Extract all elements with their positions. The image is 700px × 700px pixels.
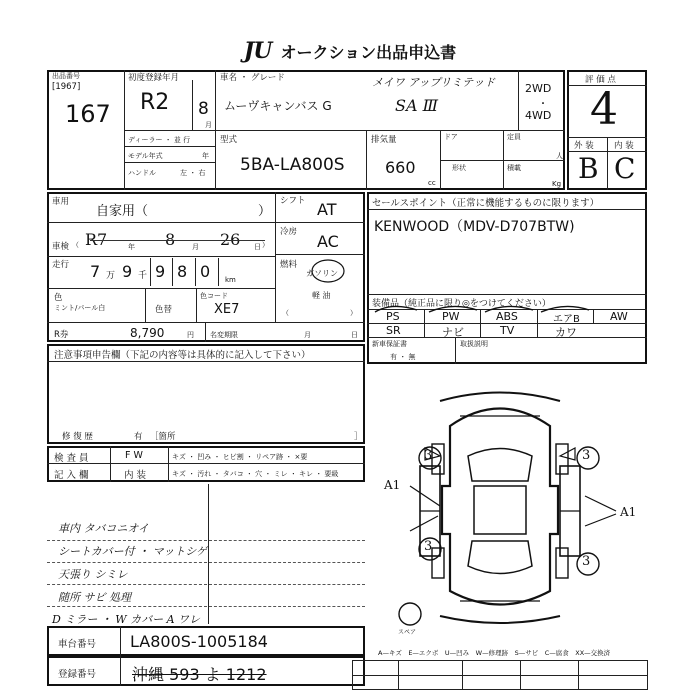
chassis-label: 車台番号 [58,639,97,650]
transfer-month: 月 [304,331,311,339]
rating-ext-label: 外 装 [574,141,594,151]
shift-label: シフト [280,196,306,206]
fuel-circle-icon [308,258,348,284]
hand-note-3: 天張り シミレ [58,568,128,581]
inspection-label: 車検 [52,242,70,252]
mileage-label: 走行 [52,260,70,270]
sales-point: KENWOOD（MDV-D707BTW) [374,219,575,235]
header [0,38,700,64]
rating-interior: C [614,152,636,185]
inspection-day-unit: 日 [254,243,261,251]
aircon-value: AC [317,232,339,251]
lot-year-code: [1967] [52,82,81,92]
equipment-navi: ナビ [442,326,464,339]
spare-label: スペア [398,629,417,636]
fuel-gasoline: ガソリン [306,269,338,278]
drive-4wd: 4WD [525,109,552,122]
aircon-label: 冷房 [280,227,298,237]
damage-mark-fr: 3 [582,448,591,463]
mileage-d3: 9 [155,262,166,281]
rating-label: 評 価 点 [585,75,616,85]
ju-logo: JU [243,38,272,64]
capacity-label: 定員 [507,133,521,141]
color-sub: ミント/パール白 [54,304,106,312]
shift-value: AT [317,200,337,219]
fuel-diesel: 軽 油 [312,291,331,300]
form-title: オークション出品申込書 [280,43,457,62]
capacity-unit: 人 [556,152,563,160]
inspector-fw: F W [125,450,143,461]
repair-label: 修 復 歴 [62,432,93,442]
hand-note-1: 車内 タバコニオイ [58,522,149,535]
equipment-leather: カワ [555,326,577,339]
model-sub-grade: SA Ⅲ [395,96,439,115]
usage-value: 自家用（ [96,204,149,219]
inspection-month-unit: 月 [192,243,199,251]
repair-close: ］ [354,432,363,442]
recycle-label: R券 [54,330,69,340]
inspection-day: 26 [220,230,241,249]
mileage-d4: 8 [177,262,188,281]
lot-label: 出品番号 [52,72,80,80]
color-label: 色 [54,293,63,303]
displacement-label: 排気量 [371,135,397,145]
inspector-fw-notes: キズ ・ 凹み ・ ヒビ割 ・ リペア跡 ・ ×要 [172,453,308,461]
damage-a1-right: A1 [620,505,637,519]
car-damage-diagram [380,386,620,630]
equipment-ps: PS [386,310,400,323]
warranty-options: 有 ・ 無 [390,353,416,361]
warranty-label: 新車保証書 [372,340,407,348]
inspection-paren-close: ） [262,241,269,249]
mileage-unit-sen: 千 [138,271,148,281]
usage-label: 車用 [52,197,70,207]
equipment-check-marks [367,300,597,324]
transfer-day: 日 [351,331,358,339]
maker-grade: メイワ アップリミテッド [372,76,496,89]
hand-note-2: シートカバー付 ・ マットシゲ [58,545,208,558]
model-code-label: 型式 [220,135,238,145]
manual-label: 取扱説明 [460,340,488,348]
mileage-unit: km [225,276,236,284]
damage-mark-fl: 3 [424,448,433,463]
fuel-label: 燃料 [280,260,298,270]
inspection-era: R7 [85,230,108,249]
repair-part: ［箇所 [150,432,176,442]
hand-note-4: 随所 サビ 処理 [58,591,131,604]
mileage-d5: 0 [200,262,211,281]
displacement-unit: cc [428,179,436,187]
model-year-unit: 年 [202,152,209,160]
steering-options: 左 ・ 右 [180,169,206,177]
color-change: 色替 [155,305,173,315]
equipment-label: 装備品（純正品に限り◎をつけてください） [372,299,551,309]
recycle-yen: 円 [187,331,194,339]
mileage-unit-man: 万 [106,271,116,281]
load-unit: Kg [552,180,562,188]
fuel-paren-open: （ [282,309,289,317]
equipment-sr: SR [386,324,401,337]
damage-mark-rl: 3 [424,539,433,554]
steering: ハンドル [128,169,156,177]
damage-legend: A—キズ E—エクボ U—凹み W—修理跡 S—サビ C—腐食 XX—交換済 [378,649,611,657]
equipment-abs: ABS [496,310,518,323]
rating-score: 4 [590,84,618,135]
drive-2wd: 2WD [525,82,552,95]
fuel-paren-close: ） [350,309,357,317]
recycle-amount: 8,790 [130,326,165,340]
inspector-int-notes: キズ ・ 汚れ ・ タバコ ・ 穴 ・ ミレ ・ キレ ・ 要級 [172,470,339,478]
inspector-label-2: 記 入 欄 [54,470,89,481]
model-name-label: 車名 ・ グレード [220,73,285,83]
model-code: 5BA-LA800S [240,155,345,175]
inspection-year-unit: 年 [128,243,135,251]
hand-note-5: D ミラー ・ W カバー A ワレ [52,613,201,626]
model-year: モデル年式 [128,152,163,160]
load-label: 積載 [507,164,521,172]
color-code: XE7 [214,302,240,317]
doors-label: ドア [444,133,458,141]
inspection-paren-open: （ [72,241,79,249]
notes-label: 注意事項申告欄（下記の内容等は具体的に記入して下さい） [54,350,311,361]
equipment-pw: PW [442,310,460,323]
equipment-aw: AW [610,310,628,323]
registration-label: 初度登録年月 [128,73,180,83]
sales-label: セールスポイント（正常に機能するものに限ります） [372,198,600,209]
plate-label: 登録番号 [58,669,97,680]
inspector-interior: 内 装 [124,470,147,481]
registration-month-unit: 月 [205,121,212,129]
mileage-d2: 9 [122,262,133,281]
damage-a1-left: A1 [384,478,401,492]
model-name: ムーヴキャンバス G [224,99,332,113]
registration-month: 8 [198,99,209,119]
mileage-d1: 7 [90,262,101,281]
rating-exterior: B [578,152,599,185]
drive-dot: ・ [538,99,548,110]
inspection-month: 8 [165,230,176,249]
equipment-airbag: エアB [553,314,580,325]
transfer-deadline: 名変期限 [210,331,238,339]
repair-has: 有 [134,432,143,442]
displacement: 660 [385,158,416,177]
usage-close: ） [258,204,272,219]
damage-mark-rr: 3 [582,554,591,569]
plate-number: 沖縄 593 よ 1212 [132,665,267,684]
dealer-import: ディーラー ・ 並 行 [128,136,191,144]
equipment-tv: TV [500,324,515,337]
color-code-label: 色コード [200,292,228,300]
shape-label: 形状 [452,164,466,172]
registration-era-year: R2 [140,90,170,115]
chassis-number: LA800S-1005184 [130,632,268,651]
rating-int-label: 内 装 [614,141,634,151]
lot-number: 167 [65,100,111,128]
inspector-label-1: 検 査 員 [54,453,89,464]
